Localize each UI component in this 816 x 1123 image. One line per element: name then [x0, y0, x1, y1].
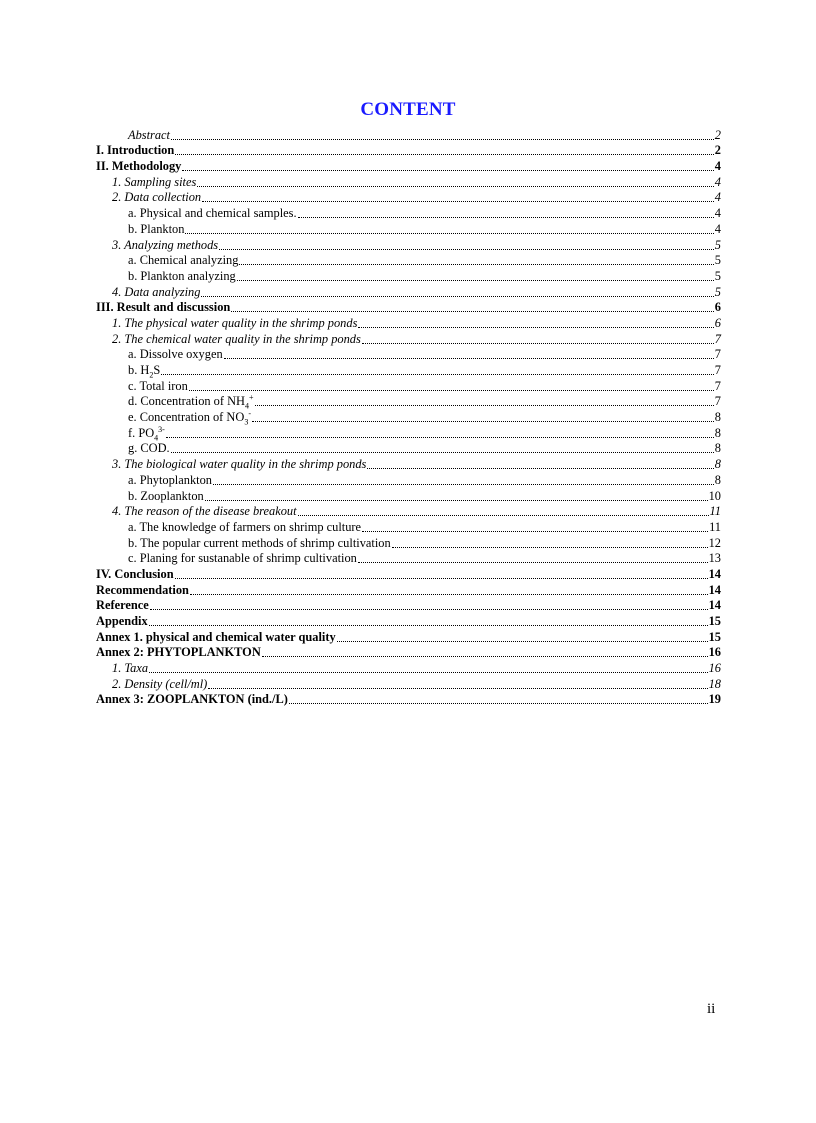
toc-entry-page: 7: [714, 378, 721, 393]
toc-entry[interactable]: [96, 519, 721, 535]
dot-leader: [289, 703, 708, 704]
toc-entry-page: 13: [708, 551, 721, 566]
toc-entry-label: III. Result and discussion: [96, 300, 231, 315]
dot-leader: [392, 547, 708, 548]
dot-leader: [367, 468, 713, 469]
toc-entry[interactable]: [96, 582, 721, 598]
dot-leader: [362, 343, 714, 344]
dot-leader: [171, 452, 714, 453]
document-title: CONTENT: [360, 99, 456, 120]
dot-leader: [219, 249, 714, 250]
toc-entry-label: 3. The biological water quality in the shrimp ponds: [112, 457, 367, 472]
toc-entry[interactable]: [96, 472, 721, 488]
toc-entry[interactable]: [96, 441, 721, 457]
toc-entry-label: 3. Analyzing methods: [112, 237, 219, 252]
toc-entry-page: 15: [708, 629, 721, 644]
toc-entry[interactable]: [96, 378, 721, 394]
toc-entry-page: 2: [714, 143, 721, 158]
dot-leader: [175, 578, 708, 579]
toc-entry[interactable]: [96, 613, 721, 629]
toc-entry-page: 7: [714, 347, 721, 362]
toc-entry-label: b. Plankton analyzing: [128, 268, 236, 283]
toc-entry-label: c. Total iron: [128, 378, 188, 393]
toc-entry-label: Appendix: [96, 614, 148, 628]
toc-entry[interactable]: [96, 645, 721, 661]
toc-entry-page: 6: [714, 300, 721, 315]
dot-leader: [255, 405, 714, 406]
toc-entry-page: 4: [714, 206, 721, 221]
toc-entry[interactable]: [96, 629, 721, 645]
toc-entry[interactable]: [96, 409, 721, 425]
toc-entry-page: 19: [708, 692, 721, 707]
table-of-contents: [96, 127, 721, 707]
toc-entry-page: 4: [714, 174, 721, 189]
toc-entry[interactable]: [96, 425, 721, 441]
toc-entry-label: a. Dissolve oxygen: [128, 347, 223, 362]
toc-entry[interactable]: [96, 504, 721, 520]
toc-entry-page: 8: [714, 457, 721, 472]
toc-entry-label: II. Methodology: [96, 159, 182, 174]
dot-leader: [189, 390, 714, 391]
toc-entry-label: f. $PO_4^{3-}$: [128, 424, 165, 443]
toc-entry-page: 8: [714, 441, 721, 456]
toc-entry[interactable]: [96, 456, 721, 472]
dot-leader: [201, 296, 713, 297]
toc-entry-label: a. Chemical analyzing: [128, 253, 239, 268]
dot-leader: [171, 139, 714, 140]
toc-entry-label: b. Zooplankton: [128, 488, 204, 503]
toc-entry-page: 4: [714, 159, 721, 174]
toc-entry-label: Recommendation: [96, 582, 189, 597]
toc-entry-page: 5: [714, 284, 721, 299]
toc-entry-page: 14: [708, 566, 721, 581]
toc-entry[interactable]: [96, 362, 721, 378]
dot-leader: [190, 594, 708, 595]
toc-entry[interactable]: [96, 676, 721, 692]
dot-leader: [197, 186, 713, 187]
toc-entry-label: I. Introduction: [96, 143, 175, 158]
dot-leader: [362, 531, 708, 532]
toc-entry-page: 14: [708, 582, 721, 597]
toc-entry-label: IV. Conclusion: [96, 566, 174, 581]
toc-entry[interactable]: [96, 566, 721, 582]
toc-entry-label: 1. Sampling sites: [112, 174, 197, 189]
toc-entry-label: Annex 1. physical and chemical water quality: [96, 629, 336, 644]
dot-leader: [202, 201, 714, 202]
toc-entry-page: 6: [714, 315, 721, 330]
toc-entry-page: 16: [708, 645, 721, 660]
toc-entry-label: 2. Density (cell/ml): [112, 676, 208, 691]
dot-leader: [182, 170, 713, 171]
dot-leader: [213, 484, 714, 485]
toc-entry-label: a. Phytoplankton: [128, 472, 212, 487]
page-number: ii: [707, 1001, 716, 1017]
toc-entry-label: a. Physical and chemical samples.: [128, 206, 297, 221]
toc-entry-label: Annex 2: PHYTOPLANKTON: [96, 645, 261, 660]
toc-entry-page: 10: [708, 488, 721, 503]
toc-entry[interactable]: [96, 331, 721, 347]
toc-entry-label: c. Planing for sustanable of shrimp cultivation: [128, 551, 357, 566]
toc-entry[interactable]: [96, 660, 721, 676]
toc-entry-label: e. Concentration of $NO_3^-$: [128, 408, 251, 427]
dot-leader: [358, 562, 708, 563]
toc-entry-label: Abstract: [128, 127, 170, 142]
dot-leader: [224, 358, 714, 359]
toc-entry-page: 2: [714, 127, 721, 142]
toc-entry-page: 11: [709, 519, 721, 534]
dot-leader: [231, 311, 714, 312]
toc-entry[interactable]: [96, 488, 721, 504]
dot-leader: [161, 374, 714, 375]
toc-entry[interactable]: [96, 174, 721, 190]
dot-leader: [166, 437, 714, 438]
toc-entry-label: 1. Taxa: [112, 661, 149, 676]
toc-entry-page: 8: [714, 472, 721, 487]
toc-entry[interactable]: [96, 205, 721, 221]
toc-entry-page: 7: [714, 394, 721, 409]
toc-entry[interactable]: [96, 551, 721, 567]
toc-entry-page: 16: [708, 661, 721, 676]
dot-leader: [298, 515, 709, 516]
toc-entry[interactable]: [96, 221, 721, 237]
dot-leader: [252, 421, 714, 422]
toc-entry-label: a. The knowledge of farmers on shrimp culture: [128, 519, 362, 534]
toc-entry[interactable]: [96, 535, 721, 551]
dot-leader: [358, 327, 713, 328]
toc-entry[interactable]: [96, 158, 721, 174]
toc-entry[interactable]: [96, 598, 721, 614]
dot-leader: [239, 264, 713, 265]
toc-entry[interactable]: [96, 284, 721, 300]
toc-entry-page: 5: [714, 237, 721, 252]
toc-entry[interactable]: [96, 394, 721, 410]
toc-entry-page: 12: [708, 535, 721, 550]
toc-entry[interactable]: [96, 300, 721, 316]
toc-entry[interactable]: [96, 143, 721, 159]
toc-entry[interactable]: [96, 692, 721, 708]
toc-entry-label: g. COD.: [128, 441, 170, 456]
dot-leader: [185, 233, 713, 234]
toc-entry-label: b. $H_2S$: [128, 363, 161, 380]
toc-entry-page: 14: [708, 598, 721, 613]
toc-entry[interactable]: [96, 127, 721, 143]
toc-entry[interactable]: [96, 190, 721, 206]
toc-entry-label: 2. Data collection: [112, 190, 202, 205]
toc-entry-label: 2. The chemical water quality in the shrimp ponds: [112, 331, 361, 346]
toc-entry-label: d. Concentration of $NH_4^+$: [128, 393, 254, 411]
dot-leader: [149, 625, 708, 626]
dot-leader: [262, 656, 708, 657]
toc-entry-page: 15: [708, 614, 721, 628]
toc-entry-page: 7: [714, 363, 721, 377]
toc-entry[interactable]: [96, 315, 721, 331]
dot-leader: [208, 688, 707, 689]
toc-entry-page: 4: [714, 190, 721, 205]
toc-entry-label: b. The popular current methods of shrimp cultivation: [128, 535, 391, 550]
dot-leader: [337, 641, 708, 642]
dot-leader: [205, 500, 708, 501]
dot-leader: [149, 672, 708, 673]
toc-entry-page: 8: [714, 425, 721, 440]
toc-entry-label: 4. The reason of the disease breakout: [112, 504, 297, 519]
dot-leader: [175, 154, 714, 155]
toc-entry-label: 1. The physical water quality in the shrimp ponds: [112, 315, 358, 330]
toc-entry-page: 4: [714, 221, 721, 236]
toc-entry-page: 7: [714, 331, 721, 346]
toc-entry-page: 5: [714, 268, 721, 283]
toc-entry-page: 11: [709, 504, 721, 519]
dot-leader: [237, 280, 714, 281]
toc-entry-page: 5: [714, 253, 721, 268]
toc-entry[interactable]: [96, 347, 721, 363]
toc-entry[interactable]: [96, 253, 721, 269]
toc-entry-label: b. Plankton: [128, 221, 185, 236]
toc-entry-page: 18: [708, 676, 721, 691]
toc-entry-label: 4. Data analyzing: [112, 284, 201, 299]
toc-entry-label: Reference: [96, 598, 149, 613]
dot-leader: [150, 609, 708, 610]
toc-entry-label: Annex 3: ZOOPLANKTON (ind./L): [96, 692, 288, 707]
toc-entry[interactable]: [96, 237, 721, 253]
toc-entry[interactable]: [96, 268, 721, 284]
dot-leader: [298, 217, 714, 218]
toc-entry-page: 8: [714, 410, 721, 425]
